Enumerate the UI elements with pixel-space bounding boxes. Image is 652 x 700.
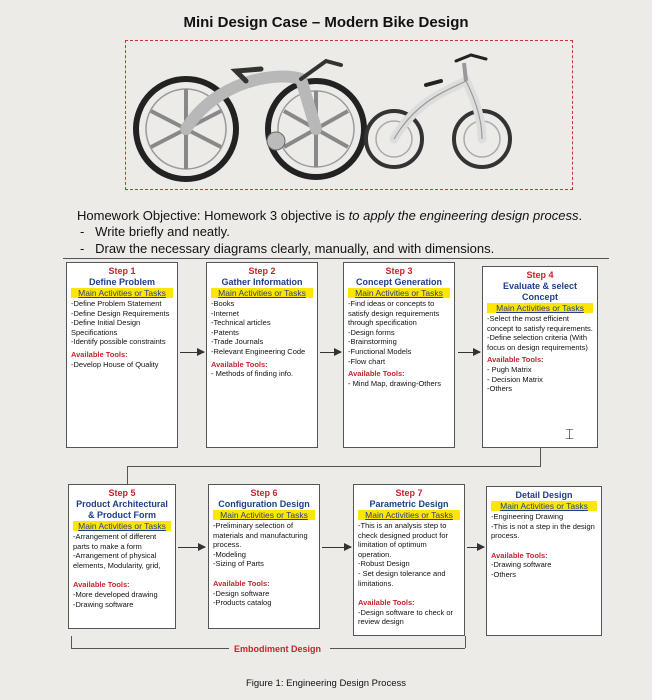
tasks-label: Main Activities or Tasks [73, 521, 171, 531]
objective-suffix: . [578, 208, 583, 223]
step-number: Step 4 [526, 270, 554, 280]
arrow-2-3 [320, 352, 341, 353]
arrow-7-detail [467, 547, 484, 548]
task-item: -Preliminary selection of materials and manufacturing process. [213, 521, 308, 550]
tool-item: -Develop House of Quality [71, 359, 159, 369]
bike-right [366, 55, 510, 167]
bullet-2: - Draw the necessary diagrams clearly, manually, and with dimensions. [80, 241, 495, 256]
bracket-bottom-left [71, 648, 229, 649]
arrow-1-2 [180, 352, 204, 353]
task-item: -Books [211, 299, 235, 308]
text-cursor-icon: ⌶ [565, 426, 575, 443]
tool-item: -Design software to check or review design [358, 607, 454, 627]
step-heading: Detail Design [515, 490, 573, 500]
tools-label: Available Tools: [348, 369, 405, 379]
tool-item: -Drawing software [491, 560, 552, 570]
objective-prefix: Homework Objective: Homework 3 objective is [77, 208, 349, 223]
step-heading: Configuration Design [218, 499, 310, 509]
task-item: -Arrangement of physical elements, Modularity, grid, [73, 551, 161, 570]
bike-image-frame [125, 40, 573, 190]
tasks-label: Main Activities or Tasks [487, 303, 593, 313]
tool-item: -Others [487, 384, 513, 394]
step-number: Step 1 [108, 266, 136, 276]
step-heading: Parametric Design [369, 499, 449, 509]
task-item: -Find ideas or concepts to satisfy design requirements through specification [348, 299, 440, 328]
task-item: -Define selection criteria (With focus on design requirements) [487, 333, 588, 352]
step-heading: Define Problem [88, 277, 155, 287]
tool-item: -Drawing software [73, 599, 134, 609]
task-item: -Functional Models [348, 346, 412, 356]
tools-label: Available Tools: [358, 598, 415, 608]
tasks-label: Main Activities or Tasks [358, 510, 460, 520]
page-title: Mini Design Case – Modern Bike Design [183, 14, 469, 31]
tools-label: Available Tools: [491, 550, 548, 560]
bracket-bottom-right [330, 648, 465, 649]
task-item: -Define Initial Design Specifications [71, 318, 141, 337]
objective-emphasis: to apply the engineering design process [348, 208, 579, 223]
tools-label: Available Tools: [211, 359, 268, 369]
tool-item: - Pugh Matrix [487, 364, 532, 374]
task-item: -This is an analysis step to check designed product for limitation of optimum operation. [358, 521, 449, 559]
step-heading: Evaluate & select Concept [502, 281, 578, 302]
task-item: -Robust Design [358, 559, 410, 569]
tools-label: Available Tools: [73, 580, 130, 590]
step-number: Step 3 [385, 266, 413, 276]
step-5-box [68, 484, 176, 629]
tool-item: - Methods of finding info. [211, 369, 294, 379]
task-item: -Design forms [348, 327, 395, 337]
task-item: -Engineering Drawing [491, 512, 564, 521]
step-1-box [66, 262, 178, 448]
step-heading: Gather Information [221, 277, 303, 287]
tool-item: -More developed drawing [73, 589, 158, 599]
task-item: -Define Design Requirements [71, 308, 170, 318]
task-item: -Identify possible constraints [71, 337, 166, 347]
step-heading: Product Architectural & Product Form [76, 499, 168, 520]
step-6-box [208, 484, 320, 629]
task-item: - Set design tolerance and limitations. [358, 568, 446, 588]
task-item: -Internet [211, 308, 239, 318]
tool-item: -Others [491, 569, 517, 579]
tool-item: -Products catalog [213, 598, 272, 608]
connector-down-2 [127, 466, 128, 484]
step-4-box [482, 266, 598, 448]
step-heading: Concept Generation [355, 277, 442, 287]
tool-item: - Mind Map, drawing-Others [348, 378, 441, 388]
tasks-label: Main Activities or Tasks [348, 288, 450, 298]
embodiment-label: Embodiment Design [234, 644, 322, 654]
figure-caption: Figure 1: Engineering Design Process [245, 678, 406, 689]
task-item: -Technical articles [211, 318, 271, 328]
bullet-2-text: Draw the necessary diagrams clearly, manually, and with dimensions. [95, 241, 495, 256]
tool-item: - Decision Matrix [487, 374, 543, 384]
bike-left [136, 61, 364, 179]
step-number: Step 7 [395, 488, 423, 498]
arrow-5-6 [178, 547, 205, 548]
task-item: -Select the most efficient concept to satisfy requirements. [487, 314, 593, 333]
tasks-label: Main Activities or Tasks [211, 288, 313, 298]
bullet-1: - Write briefly and neatly. [80, 224, 230, 239]
frame-top-row [63, 258, 609, 259]
bullet-1-text: Write briefly and neatly. [95, 224, 230, 239]
step-7-box [353, 484, 465, 636]
task-item: -Trade Journals [211, 337, 264, 347]
arrow-3-4 [458, 352, 480, 353]
arrow-6-7 [322, 547, 351, 548]
step-number: Step 6 [250, 488, 278, 498]
step-number: Step 5 [108, 488, 136, 498]
step-3-box [343, 262, 455, 448]
detail-design-box [486, 486, 602, 636]
task-item: -Arrangement of different parts to make a form [73, 532, 157, 551]
homework-objective [77, 208, 582, 223]
bracket-right [465, 636, 466, 648]
connector-down [540, 448, 541, 466]
bracket-left [71, 636, 72, 648]
tasks-label: Main Activities or Tasks [213, 510, 315, 520]
tools-label: Available Tools: [487, 355, 544, 365]
task-item: -Sizing of Parts [213, 559, 264, 569]
tool-item: -Design software [213, 588, 270, 598]
tools-label: Available Tools: [71, 349, 128, 359]
task-item: -Modeling [213, 549, 246, 559]
task-item: -Define Problem Statement [71, 299, 162, 308]
task-item: -This is not a step in the design process. [491, 521, 595, 541]
task-item: -Brainstorming [348, 337, 397, 347]
step-number: Step 2 [248, 266, 276, 276]
tools-label: Available Tools: [213, 578, 270, 588]
task-item: -Patents [211, 327, 239, 337]
bike-illustration [126, 41, 572, 189]
task-item: -Relevant Engineering Code [211, 346, 306, 356]
tasks-label: Main Activities or Tasks [71, 288, 173, 298]
task-item: -Flow chart [348, 356, 386, 366]
connector-horizontal [127, 466, 541, 467]
step-2-box [206, 262, 318, 448]
tasks-label: Main Activities or Tasks [491, 501, 597, 511]
